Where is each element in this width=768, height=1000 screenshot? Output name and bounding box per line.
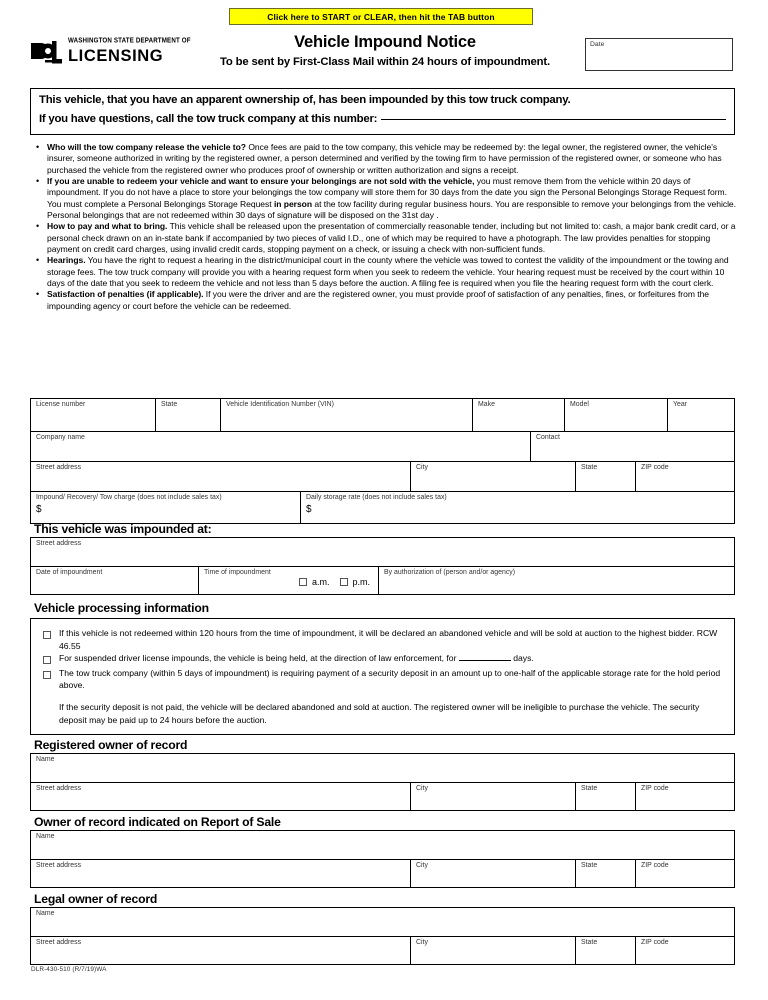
impound-date-label: Date of impoundment: [36, 569, 103, 576]
bullet-dot-icon: •: [36, 142, 40, 152]
legal-owner-name-field[interactable]: [31, 908, 734, 936]
pm-label: p.m.: [352, 577, 370, 587]
table-row: [31, 492, 734, 523]
contact-field[interactable]: [531, 432, 734, 461]
bullet-lead: If you are unable to redeem your vehicle and want to ensure your belongings are not sold with the vehicle,: [47, 176, 475, 187]
table-row: [31, 783, 734, 810]
company-state-field[interactable]: [576, 462, 636, 491]
legal-owner-zip-field[interactable]: [636, 937, 734, 964]
table-row: [31, 538, 734, 567]
agency-dept-label: WASHINGTON STATE DEPARTMENT OF: [68, 36, 191, 46]
impounded-at-heading: This vehicle was impounded at:: [34, 522, 212, 536]
impound-authorization-label: By authorization of (person and/or agency): [384, 569, 516, 576]
list-item: [36, 221, 736, 255]
notice-line-1: This vehicle, that you have an apparent ownership of, has been impounded by this tow truck company.: [39, 94, 571, 106]
company-city-label: City: [416, 464, 428, 471]
dol-monogram-icon: [30, 38, 62, 66]
make-label: Make: [478, 401, 495, 408]
year-field[interactable]: [668, 399, 734, 431]
vehicle-state-label: State: [161, 401, 178, 408]
pm-checkbox[interactable]: [340, 578, 348, 586]
bullet-lead: Hearings.: [47, 255, 86, 266]
impound-time-field[interactable]: [199, 567, 379, 594]
registered-owner-heading: Registered owner of record: [34, 738, 188, 752]
registered-owner-street-label: Street address: [36, 785, 82, 792]
impound-time-label: Time of impoundment: [204, 569, 271, 576]
suspended-license-checkbox[interactable]: [43, 656, 51, 664]
bullet-body: You have the right to request a hearing in the district/municipal court in the county where the vehicle was towed to contest the validity of the impoundment or the towing and storage fees. The tow truck company will provide you with a hearing request form when you seek to redeem the vehicle. Your hearing request must be received by the court within 10 days of the date that you seek to redeem the vehicle and not less than 5 days before the auction. A filing fee is required when you file the hearing request form with the court clerk.: [47, 255, 729, 289]
table-row: [31, 567, 734, 594]
abandoned-vehicle-text: If this vehicle is not redeemed within 120 hours from the time of impoundment, it will be declared an abandoned vehicle and will be sold at auction to the highest bidder. RCW 46.55: [59, 628, 718, 651]
company-zip-label: ZIP code: [641, 464, 669, 471]
list-item: [43, 627, 722, 652]
legal-owner-city-label: City: [416, 939, 428, 946]
agency-logo: [30, 38, 191, 66]
security-deposit-text: The tow truck company (within 5 days of impoundment) is requiring payment of a security deposit in an amount up to one-half of the applicable storage rate for the hold period above.: [59, 667, 721, 691]
tow-charge-currency-symbol: $: [36, 504, 42, 515]
start-clear-button[interactable]: [229, 8, 533, 25]
impounded-at-table: [30, 537, 735, 595]
vehicle-company-table: [30, 398, 735, 524]
legal-owner-state-label: State: [581, 939, 598, 946]
report-of-sale-name-field[interactable]: [31, 831, 734, 859]
company-name-label: Company name: [36, 434, 85, 441]
list-item: [43, 652, 722, 667]
date-field-label: Date: [590, 41, 605, 48]
company-zip-field[interactable]: [636, 462, 734, 491]
daily-storage-currency-symbol: $: [306, 504, 312, 515]
company-state-label: State: [581, 464, 598, 471]
list-item: [36, 289, 736, 312]
bullet-lead: Who will the tow company release the vehicle to?: [47, 142, 246, 152]
model-label: Model: [570, 401, 589, 408]
page-title: Vehicle Impound Notice: [294, 33, 476, 51]
registered-owner-state-label: State: [581, 785, 598, 792]
list-item: [36, 255, 736, 289]
registered-owner-city-field[interactable]: [411, 783, 576, 810]
report-of-sale-owner-table: [30, 830, 735, 888]
legal-owner-name-label: Name: [36, 910, 55, 917]
table-row: [31, 399, 734, 432]
vin-field[interactable]: [221, 399, 473, 431]
bullet-lead: How to pay and what to bring.: [47, 221, 168, 232]
start-clear-button-label: Click here to START or CLEAR, then hit the TAB button: [267, 11, 495, 22]
tow-company-phone-input[interactable]: [381, 119, 726, 120]
license-number-label: License number: [36, 401, 86, 408]
am-label: a.m.: [311, 577, 330, 587]
abandoned-vehicle-checkbox[interactable]: [43, 631, 51, 639]
company-name-field[interactable]: [31, 432, 531, 461]
bullet-dot-icon: •: [36, 289, 40, 300]
notice-bullet-list: [36, 142, 736, 312]
impound-authorization-field[interactable]: [379, 567, 734, 594]
report-of-sale-city-field[interactable]: [411, 860, 576, 887]
bullet-dot-icon: •: [36, 176, 40, 187]
legal-owner-street-label: Street address: [36, 939, 82, 946]
table-row: [31, 831, 734, 860]
agency-name-label: LICENSING: [68, 47, 164, 66]
form-number: DLR-430-510 (R/7/19)WA: [31, 966, 107, 973]
registered-owner-zip-field[interactable]: [636, 783, 734, 810]
bullet-body: If you were the driver and are the registered owner, you must provide proof of satisfaction of any penalties, fines, or forfeitures from the impounding agency or court before the vehicle can be redeemed.: [47, 289, 710, 311]
legal-owner-heading: Legal owner of record: [34, 892, 158, 906]
notice-line-2: [39, 113, 726, 125]
suspended-license-checkbox-wrap: [43, 652, 59, 667]
hold-days-input[interactable]: [459, 660, 511, 661]
legal-owner-zip-label: ZIP code: [641, 939, 669, 946]
table-row: [31, 860, 734, 887]
document-header: [0, 33, 768, 78]
legal-owner-table: [30, 907, 735, 965]
year-label: Year: [673, 401, 688, 408]
bullet-text: [47, 289, 736, 312]
page-subtitle: To be sent by First-Class Mail within 24 hours of impoundment.: [219, 56, 551, 68]
make-field[interactable]: [473, 399, 565, 431]
title-block: [190, 33, 580, 68]
table-row: [31, 462, 734, 492]
report-of-sale-name-label: Name: [36, 833, 55, 840]
contact-label: Contact: [536, 434, 560, 441]
date-field[interactable]: [585, 38, 733, 71]
report-of-sale-state-label: State: [581, 862, 598, 869]
daily-storage-rate-label: Daily storage rate (does not include sales tax): [306, 494, 447, 501]
registered-owner-state-field[interactable]: [576, 783, 636, 810]
report-of-sale-owner-heading: Owner of record indicated on Report of Sale: [34, 815, 281, 829]
bullet-dot-icon: •: [36, 221, 40, 232]
processing-information-box: [30, 618, 735, 735]
report-of-sale-zip-field[interactable]: [636, 860, 734, 887]
impound-date-field[interactable]: [31, 567, 199, 594]
registered-owner-city-label: City: [416, 785, 428, 792]
tow-charge-field[interactable]: [31, 492, 301, 523]
abandoned-vehicle-checkbox-wrap: [43, 627, 59, 652]
security-deposit-note: If the security deposit is not paid, the vehicle will be declared abandoned and sold at auction. The registered owner will be ineligible to purchase the vehicle. The security deposit may be paid up to 24 hours before the auction.: [59, 701, 700, 725]
license-number-field[interactable]: [31, 399, 156, 431]
list-item: [36, 142, 736, 176]
company-street-label: Street address: [36, 464, 82, 471]
am-checkbox[interactable]: [299, 578, 307, 586]
report-of-sale-state-field[interactable]: [576, 860, 636, 887]
report-of-sale-street-field[interactable]: [31, 860, 411, 887]
bullet-body: you must remove them from the vehicle within 20 days of impoundment. If you do not have a place to store your belongings the tow company will store them for 30 days from the date you sign the Personal Belongings Storage Request form. You must complete a Personal Belongings Storage Request: [47, 176, 727, 209]
security-deposit-checkbox-wrap: [43, 667, 59, 692]
legal-owner-city-field[interactable]: [411, 937, 576, 964]
bullet-lead: Satisfaction of penalties (if applicable).: [47, 289, 204, 300]
vehicle-state-field[interactable]: [156, 399, 221, 431]
bullet-body-continued: at the tow facility during regular business hours. You are responsible to remove your belongings from the vehicle. Personal belongings that are not redeemed within 30 days of signature will be disposed on the 31st day .: [47, 198, 736, 221]
bullet-dot-icon: •: [36, 255, 40, 266]
table-row: [31, 937, 734, 964]
model-field[interactable]: [565, 399, 668, 431]
impound-street-field[interactable]: [31, 538, 734, 566]
list-item: [36, 176, 736, 221]
registered-owner-name-field[interactable]: [31, 754, 734, 782]
bullet-body: This vehicle shall be released upon the presentation of commercially reasonable tender, including but not limited to: cash, a major bank credit card, or a personal check drawn on an in-state bank if accompanied by two pieces of valid I.D., one of which may be required to have a photograph. The law provides penalties for stopping payment on credit card charges, using invalid credit cards, stopping payment on a check, or issuing a check with non-sufficient funds.: [47, 221, 736, 255]
table-row: [31, 432, 734, 462]
registered-owner-street-field[interactable]: [31, 783, 411, 810]
bullet-text: [47, 255, 736, 289]
list-item: [43, 667, 722, 692]
company-city-field[interactable]: [411, 462, 576, 491]
bullet-text: [47, 221, 736, 255]
tow-charge-label: Impound/ Recovery/ Tow charge (does not include sales tax): [36, 494, 222, 501]
bullet-inline-emphasis: in person: [273, 198, 313, 209]
legal-owner-street-field[interactable]: [31, 937, 411, 964]
bullet-text: [47, 142, 736, 176]
processing-heading: Vehicle processing information: [34, 601, 209, 615]
suspended-license-text: [59, 652, 722, 667]
table-row: [31, 754, 734, 783]
table-row: [31, 908, 734, 937]
registered-owner-zip-label: ZIP code: [641, 785, 669, 792]
report-of-sale-zip-label: ZIP code: [641, 862, 669, 869]
report-of-sale-city-label: City: [416, 862, 428, 869]
registered-owner-name-label: Name: [36, 756, 55, 763]
bullet-body: Once fees are paid to the tow company, this vehicle may be redeemed by: the legal owner, the registered owner, the vehicle's insurer, someone authorized in writing by the registered owner, a person determined and verified by the towing firm to have permission of the registered owner, or someone who has purchased the vehicle from the registered owner who produces proof of ownership or written authorization and signs a receipt.: [47, 142, 722, 175]
suspended-license-text-lead: For suspended driver license impounds, the vehicle is being held, at the direction of law enforcement, for: [59, 653, 459, 664]
vin-label: Vehicle Identification Number (VIN): [226, 401, 334, 408]
hold-days-suffix: days.: [510, 653, 534, 664]
impound-notice-box: [30, 88, 735, 135]
registered-owner-table: [30, 753, 735, 811]
report-of-sale-street-label: Street address: [36, 862, 82, 869]
security-deposit-checkbox[interactable]: [43, 671, 51, 679]
company-street-field[interactable]: [31, 462, 411, 491]
legal-owner-state-field[interactable]: [576, 937, 636, 964]
notice-line-2-text: If you have questions, call the tow truck company at this number:: [39, 113, 378, 125]
daily-storage-rate-field[interactable]: [301, 492, 734, 523]
impound-street-label: Street address: [36, 540, 82, 547]
bullet-text: [47, 176, 736, 221]
